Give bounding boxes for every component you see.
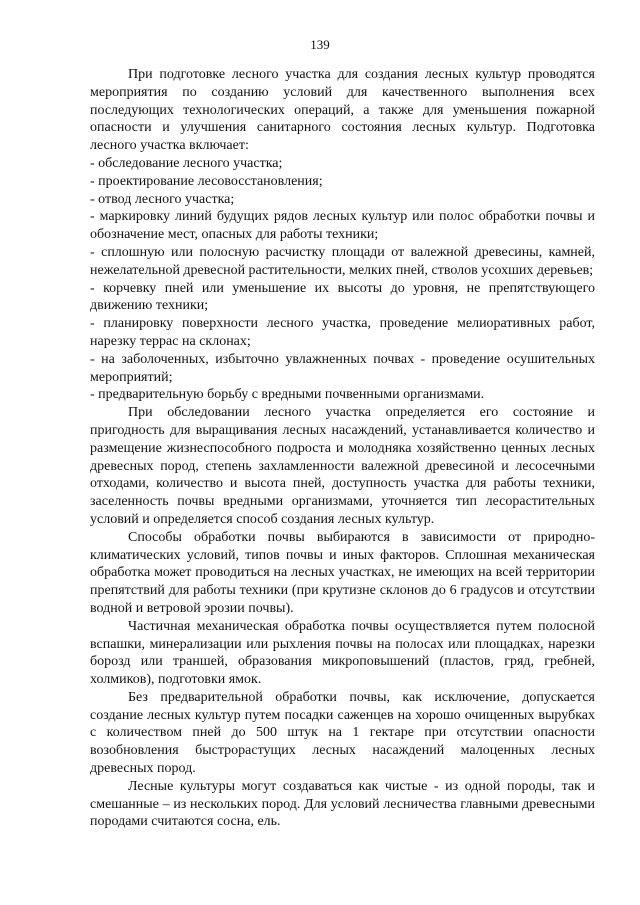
document-body [90,66,595,831]
forest-cultures-paragraph: Лесные культуры могут создаваться как чистые - из одной породы, так и смешанные – из нескольких пород. Для условий лесничества главными древесными породами считаются сосна, ель. [90,778,595,830]
list-item: - проектирование лесовосстановления; [90,173,323,189]
survey-paragraph: При обследовании лесного участка определяется его состояние и пригодность для выращивания лесных насаждений, устанавливается количество и размещение жизнеспособного подроста и молодняка хозяйственно ценных лесных древесных пород, степень захламленности валежной древесиной и лесосечными отходами, количество и высота пней, доступность участка для работы техники, заселенность почвы вредными организмами, уточняется тип лесорастительных условий и определяется способ создания лесных культур. [90,405,595,527]
list-item: - корчевку пней или уменьшение их высоты до уровня, не препятствующего движению техники; [90,280,595,314]
list-item: - сплошную или полосную расчистку площади от валежной древесины, камней, нежелательной древесной растительности, мелких пней, стволов усохших деревьев; [90,244,595,278]
intro-paragraph: При подготовке лесного участка для создания лесных культур проводятся мероприятия по созданию условий для качественного выполнения всех последующих технологических операций, а также для уменьшения пожарной опасности и улучшения санитарного состояния лесных культур. Подготовка лесного участка включает: [90,67,595,154]
list-item: - предварительную борьбу с вредными почвенными организмами. [90,387,485,403]
no-treatment-paragraph: Без предварительной обработки почвы, как исключение, допускается создание лесных культур путем посадки саженцев на хорошо очищенных вырубках с количеством пней до 500 штук на 1 гектаре при отсутствии опасности возобновления быстрорастущих лесных насаждений малоценных лесных древесных пород. [90,689,595,777]
list-item: - обследование лесного участка; [90,155,283,171]
partial-treatment-paragraph: Частичная механическая обработка почвы осуществляется путем полосной вспашки, минерализации или рыхления почвы на полосах или площадках, нарезки борозд или траншей, образования микроповышений (пластов, гряд, гребней, холмиков), подготовки ямок. [90,618,595,688]
preparation-list [90,155,595,404]
list-item: - на заболоченных, избыточно увлажненных почвах - проведение осушительных мероприятий; [90,351,595,385]
soil-methods-paragraph: Способы обработки почвы выбираются в зависимости от природно-климатических условий, типов почвы и иных факторов. Сплошная механическая обработка может проводиться на лесных участках, не имеющих на всей территории препятствий для работы техники (при крутизне склонов до 6 градусов и отсутствии водной и ветровой эрозии почвы). [90,529,595,616]
page-number: 139 [310,37,330,52]
list-item: - планировку поверхности лесного участка, проведение мелиоративных работ, нарезку террас на склонах; [90,316,595,349]
list-item: - отвод лесного участка; [90,191,235,207]
list-item: - маркировку линий будущих рядов лесных культур или полос обработки почвы и обозначение мест, опасных для работы техники; [90,209,595,243]
